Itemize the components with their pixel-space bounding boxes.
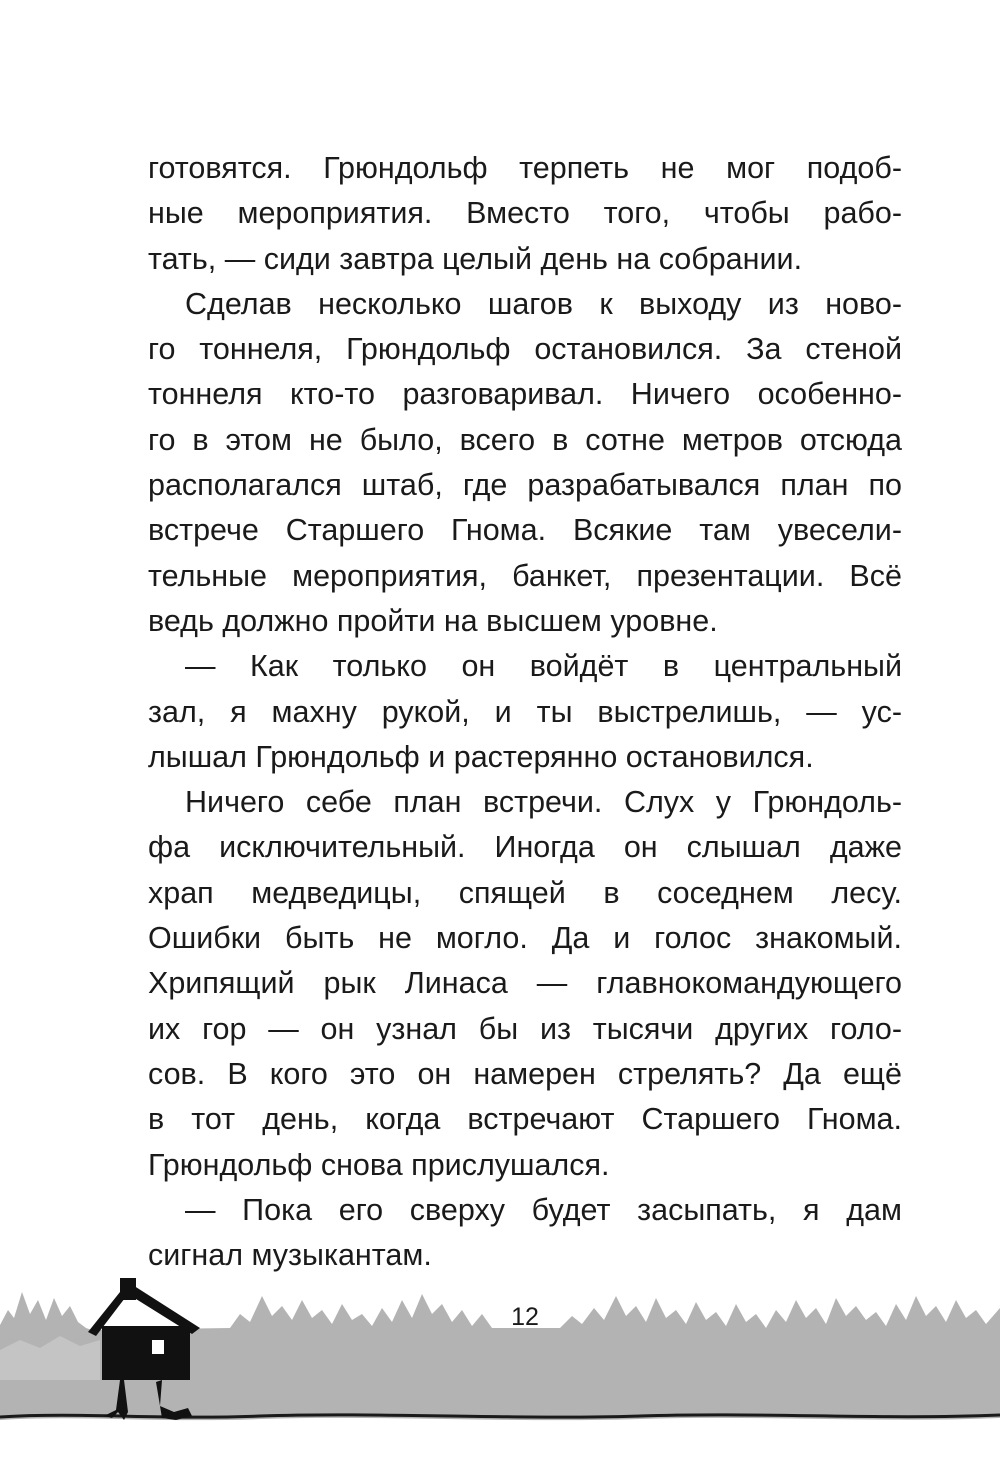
- text-line: тельные мероприятия, банкет, презентации. Всё: [148, 558, 902, 593]
- text-line: ные мероприятия. Вместо того, чтобы рабо-: [148, 196, 902, 231]
- text-line: сов. В кого это он намерен стрелять? Да ещё: [148, 1056, 902, 1091]
- text-line: сигнал музыкантам.: [148, 1238, 432, 1273]
- text-line: располагался штаб, где разрабатывался план по: [148, 468, 902, 503]
- page-body-text: [148, 146, 902, 1278]
- text-line: го в этом не было, всего в сотне метров отсюда: [148, 422, 902, 457]
- text-line: тоннеля кто-то разговаривал. Ничего особенно-: [148, 377, 902, 412]
- text-line: Грюндольф снова прислушался.: [148, 1147, 610, 1182]
- forest-silhouette-icon: [0, 1270, 1000, 1468]
- text-line: зал, я махну рукой, и ты выстрелишь, — ус-: [148, 694, 902, 729]
- footer-decoration: [0, 1270, 1000, 1468]
- text-line: храп медведицы, спящей в соседнем лесу.: [148, 875, 902, 910]
- text-line: Ничего себе план встречи. Слух у Грюндоль-: [185, 785, 902, 820]
- text-line: — Пока его сверху будет засыпать, я дам: [185, 1192, 902, 1227]
- text-line: фа исключительный. Иногда он слышал даже: [148, 830, 902, 865]
- text-line: ведь должно пройти на высшем уровне.: [148, 603, 718, 638]
- text-line: — Как только он войдёт в центральный: [185, 649, 902, 684]
- text-line: Хрипящий рык Линаса — главнокомандующего: [148, 966, 902, 1001]
- text-line: тать, — сиди завтра целый день на собрании.: [148, 241, 803, 276]
- text-line: их гор — он узнал бы из тысячи других голо-: [148, 1011, 902, 1046]
- text-line: лышал Грюндольф и растерянно остановился.: [148, 739, 814, 774]
- page-number: 12: [511, 1303, 539, 1331]
- text-line: встрече Старшего Гнома. Всякие там увесели-: [148, 513, 902, 548]
- text-line: го тоннеля, Грюндольф остановился. За стеной: [148, 332, 902, 367]
- text-line: в тот день, когда встречают Старшего Гнома.: [148, 1102, 902, 1137]
- text-line: Ошибки быть не могло. Да и голос знакомый.: [148, 921, 902, 956]
- text-line: Сделав несколько шагов к выходу из ново-: [185, 286, 902, 321]
- text-line: готовятся. Грюндольф терпеть не мог подоб-: [148, 151, 902, 185]
